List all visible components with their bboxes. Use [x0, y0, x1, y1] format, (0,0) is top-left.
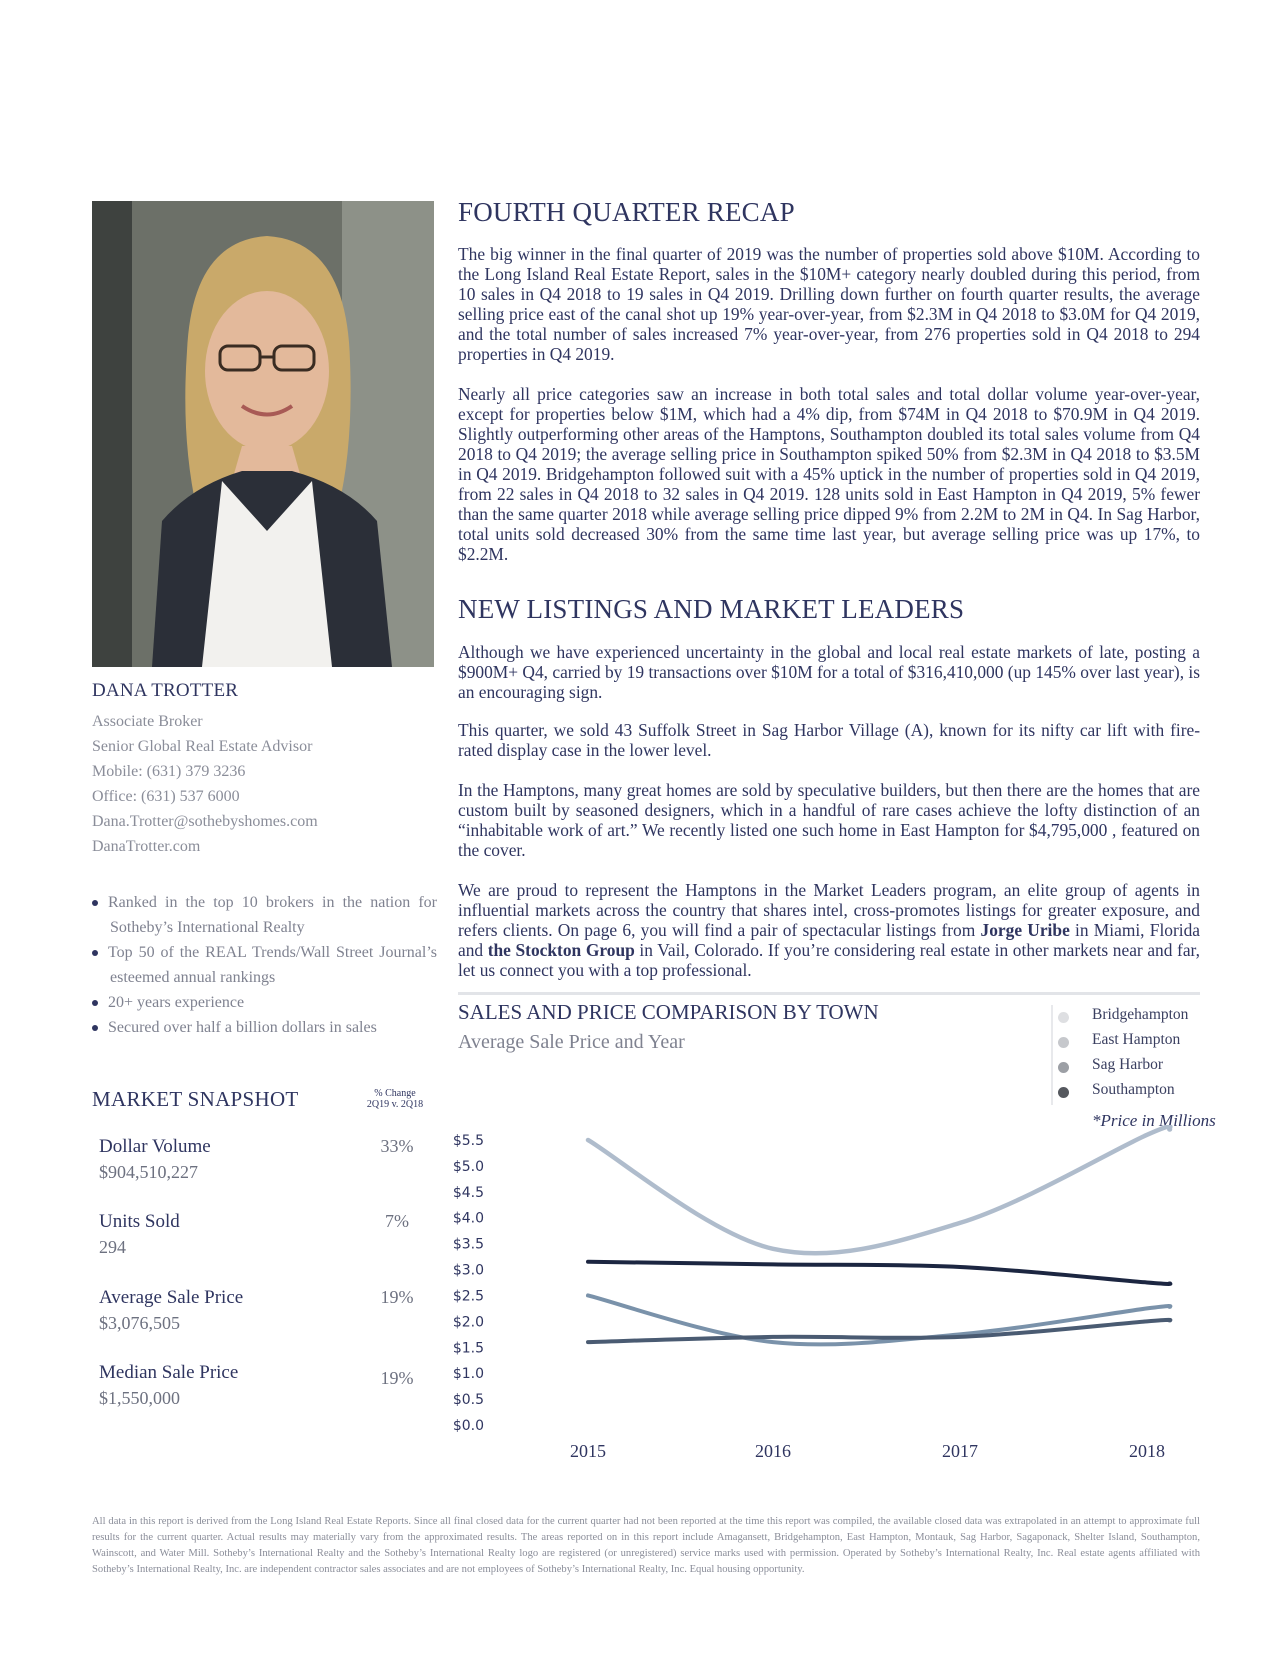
- chart-title: SALES AND PRICE COMPARISON BY TOWN: [458, 1000, 879, 1024]
- agent-link-jorge-uribe[interactable]: Jorge Uribe: [980, 920, 1070, 940]
- snapshot-dollar-volume: Dollar Volume $904,510,227 33%: [99, 1136, 414, 1182]
- series-line-1: [588, 1126, 1170, 1253]
- recap-title: FOURTH QUARTER RECAP: [458, 197, 795, 227]
- leaders-section: [458, 594, 1200, 625]
- footer-disclaimer: All data in this report is derived from the Long Island Real Estate Reports. Since all final closed data for the current quarter had not been reported at the time this report was compiled, the available closed data was extrapolated in an attempt to approximate full results for the current quarter. Actual results may materially vary from the approximated results. The areas reported on in this report include Amagansett, Bridgehampton, East Hampton, Montauk, Sag Harbor, Sagaponack, Shelter Island, Southampton, Wainscott, and Water Mill. Sotheby’s International Realty and the Sotheby’s International Realty logo are registered (or unregistered) service marks used with permission. Operated by Sotheby’s International Realty, Inc. Real estate agents affiliated with Sotheby’s International Realty, Inc. are independent contractor sales associates and are not employees of Sotheby’s International Realty, Inc. Equal housing opportunity.: [92, 1516, 1200, 1575]
- recap-section: [458, 197, 1200, 228]
- agent-photo: [92, 201, 434, 667]
- bullet-icon: [92, 950, 98, 956]
- snapshot-units-sold: Units Sold 294 7%: [99, 1211, 409, 1257]
- bullet-icon: [92, 1025, 98, 1031]
- y-tick-label: $0.0: [452, 1418, 484, 1434]
- legend-item-bridgehampton: Bridgehampton: [1053, 1005, 1233, 1030]
- legend-swatch: [1058, 1087, 1069, 1098]
- market-snapshot-title: MARKET SNAPSHOT: [92, 1087, 299, 1111]
- y-tick-label: $1.0: [452, 1366, 484, 1383]
- agent-name: DANA TROTTER: [92, 680, 239, 701]
- y-tick-label: $3.5: [452, 1236, 484, 1253]
- agent-portrait-illustration: [92, 201, 434, 667]
- agent-link-stockton-group[interactable]: the Stockton Group: [487, 940, 635, 960]
- agent-title: Associate Broker: [92, 713, 203, 730]
- recap-paragraph-2: Nearly all price categories saw an increase in both total sales and total dollar volume year-over-year, except for properties below $1M, which had a 4% dip, from $74M in Q4 2018 to $70.9M in Q4 2019. Slightly outperforming other areas of the Hamptons, Southampton doubled its total sales volume from Q4 2018 to Q4 2019; the average selling price in Southampton spiked 50% from $2.3M in Q4 2018 to $3.5M in Q4 2019. Bridgehampton followed suit with a 45% uptick in the number of properties sold in Q4 2019, from 22 sales in Q4 2018 to 32 sales in Q4 2019. 128 units sold in East Hampton in Q4 2019, 5% fewer than the same quarter 2018 while average selling price dipped 9% from 2.2M to 2M in Q4. In Sag Harbor, total units sold decreased 30% from the same time last year, but average selling price was up 17%, to $2.2M.: [458, 384, 1200, 564]
- x-tick-label: 2018: [1129, 1441, 1165, 1461]
- highlight-item: Top 50 of the REAL Trends/Wall Street Journal’s esteemed annual rankings: [92, 940, 437, 990]
- y-tick-label: $2.5: [452, 1288, 484, 1305]
- leaders-title: NEW LISTINGS AND MARKET LEADERS: [458, 594, 965, 624]
- highlight-item: 20+ years experience: [92, 990, 437, 1015]
- recap-body: [458, 244, 1200, 364]
- x-tick-label: 2016: [755, 1441, 791, 1461]
- series-line-2: [588, 1262, 1170, 1284]
- legend-item-sag-harbor: Sag Harbor: [1053, 1055, 1233, 1080]
- agent-website[interactable]: DanaTrotter.com: [92, 838, 201, 855]
- leaders-body-2: [458, 720, 1200, 760]
- snapshot-average-sale-price: Average Sale Price $3,076,505 19%: [99, 1287, 414, 1333]
- series-line-4: [588, 1320, 1170, 1342]
- y-tick-label: $5.0: [452, 1158, 484, 1175]
- chart-legend: [1051, 1005, 1233, 1105]
- recap-paragraph-1: The big winner in the final quarter of 2019 was the number of properties sold above $10M. According to the Long Island Real Estate Report, sales in the $10M+ category nearly doubled during this period, from 10 sales in Q4 2018 to 19 sales in Q4 2019. Drilling down further on fourth quarter results, the average selling price east of the canal shot up 19% year-over-year, from $2.3M in Q4 2018 to $3.0M for Q4 2019, and the total number of sales increased 7% year-over-year, from 276 properties sold in Q4 2018 to 294 properties in Q4 2019.: [458, 244, 1200, 364]
- y-tick-label: $4.5: [452, 1184, 484, 1201]
- leaders-paragraph-2: This quarter, we sold 43 Suffolk Street in Sag Harbor Village (A), known for its nifty car lift with fire-rated display case in the lower level.: [458, 720, 1200, 760]
- agent-office: Office: (631) 537 6000: [92, 788, 240, 805]
- highlight-item: Secured over half a billion dollars in sales: [92, 1015, 437, 1040]
- snapshot-median-sale-price: Median Sale Price $1,550,000 19%: [99, 1362, 414, 1408]
- y-tick-label: $0.5: [452, 1392, 484, 1409]
- recap-body-2: [458, 384, 1200, 564]
- section-divider: [458, 992, 1200, 995]
- leaders-body-1: [458, 642, 1200, 702]
- highlight-item: Ranked in the top 10 brokers in the nation for Sotheby’s International Realty: [92, 890, 437, 940]
- agent-role: Senior Global Real Estate Advisor: [92, 738, 313, 755]
- leaders-body-4: [458, 880, 1200, 980]
- price-note: *Price in Millions: [1092, 1111, 1216, 1130]
- leaders-paragraph-4: We are proud to represent the Hamptons in the Market Leaders program, an elite group of agents in influential markets across the country that shares intel, cross-promotes listings for greater exposure, and refers clients. On page 6, you will find a pair of spectacular listings from Jorge Uribe in Miami, Florida and the Stockton Group in Vail, Colorado. If you’re considering real estate in other markets near and far, let us connect you with a top professional.: [458, 880, 1201, 980]
- legend-swatch: [1058, 1012, 1069, 1023]
- agent-email[interactable]: Dana.Trotter@sothebyshomes.com: [92, 813, 318, 830]
- change-header: % Change 2Q19 v. 2Q18: [366, 1088, 424, 1110]
- agent-contact: [92, 680, 437, 859]
- legend-swatch: [1058, 1062, 1069, 1073]
- agent-mobile: Mobile: (631) 379 3236: [92, 763, 246, 780]
- leaders-paragraph-3: In the Hamptons, many great homes are sold by speculative builders, but then there are the homes that are custom built by seasoned designers, which in a handful of rare cases achieve the lofty distinction of an “inhabitable work of art.” We recently listed one such home in East Hampton for $4,795,000 , featured on the cover.: [458, 780, 1200, 860]
- legend-item-southampton: Southampton: [1053, 1080, 1233, 1105]
- x-tick-label: 2015: [570, 1441, 606, 1461]
- legend-swatch: [1058, 1037, 1069, 1048]
- y-tick-label: $3.0: [452, 1262, 484, 1279]
- agent-highlights: [92, 890, 437, 1040]
- bullet-icon: [92, 900, 98, 906]
- chart-subtitle: Average Sale Price and Year: [458, 1031, 685, 1053]
- leaders-paragraph-1: Although we have experienced uncertainty in the global and local real estate markets of late, posting a $900M+ Q4, carried by 19 transactions over $10M for a total of $316,410,000 (up 145% over last year), is an encouraging sign.: [458, 642, 1200, 702]
- y-tick-label: $2.0: [452, 1314, 484, 1331]
- x-tick-label: 2017: [942, 1441, 978, 1461]
- y-tick-label: $5.5: [452, 1133, 484, 1149]
- leaders-body-3: [458, 780, 1200, 860]
- bullet-icon: [92, 1000, 98, 1006]
- price-line-chart: [430, 1125, 1220, 1465]
- y-tick-label: $1.5: [452, 1340, 484, 1357]
- y-tick-label: $4.0: [452, 1210, 484, 1227]
- legend-item-east-hampton: East Hampton: [1053, 1030, 1233, 1055]
